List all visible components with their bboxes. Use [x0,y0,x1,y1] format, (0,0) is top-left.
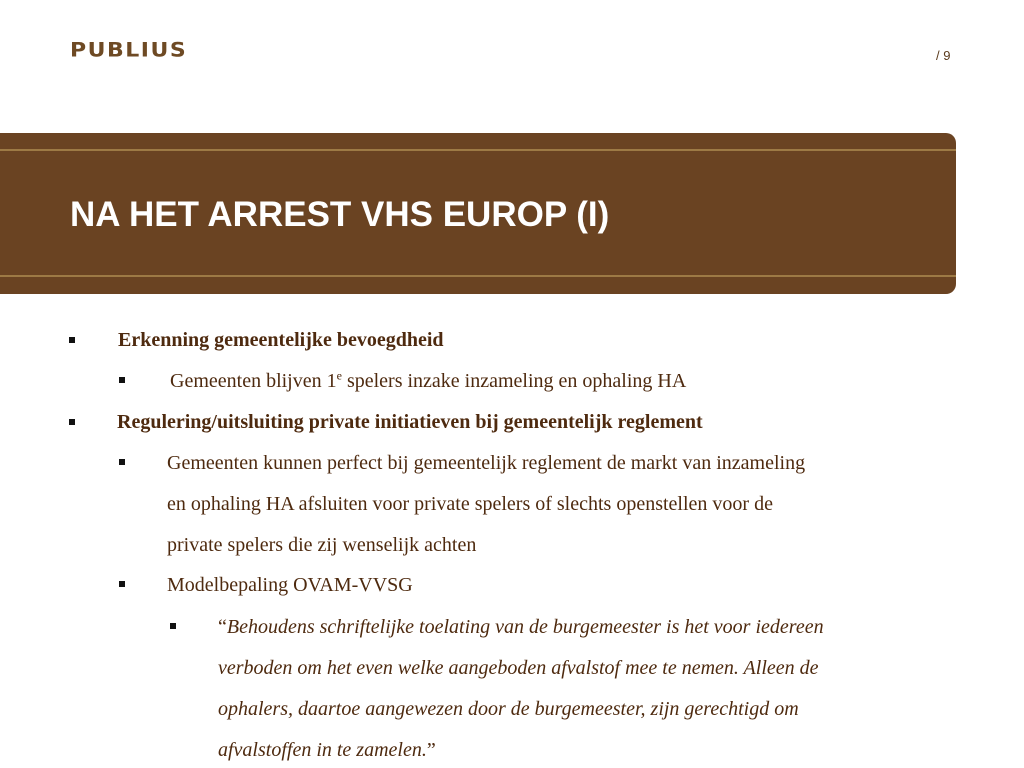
bullet-level3 [170,623,176,629]
bullet-level2 [119,377,125,383]
bullet-level1 [69,419,75,425]
bullet-level1 [69,337,75,343]
slide-title: NA HET ARREST VHS EUROP (I) [70,195,610,234]
item2-heading: Regulering/uitsluiting private initiatieven bij gemeentelijk reglement [117,411,703,433]
item1-sub1 [170,369,686,393]
item1-heading: Erkenning gemeentelijke bevoegdheid [118,329,444,351]
bullet-level2 [119,581,125,587]
item1-sub1-superscript: e [336,368,342,383]
quote-close-mark: ” [426,739,436,761]
bullet-level2 [119,459,125,465]
page-number: / 9 [936,48,951,63]
item2-sub1-line: en ophaling HA afsluiten voor private spelers of slechts openstellen voor de [167,493,773,515]
quote-line: verboden om het even welke aangeboden afvalstof mee te nemen. Alleen de [218,657,819,679]
item2-sub2: Modelbepaling OVAM-VVSG [167,574,413,596]
quote-text: afvalstoffen in te zamelen. [218,739,427,761]
item1-sub1-before: Gemeenten blijven 1 [170,370,337,392]
quote-text: Behoudens schriftelijke toelating van de burgemeester is het voor iedereen [226,616,824,638]
quote-line: ophalers, daartoe aangewezen door de burgemeester, zijn gerechtigd om [218,698,799,720]
item2-sub1-line: private spelers die zij wenselijk achten [167,534,477,556]
quote-line [218,738,436,762]
item2-sub1-line: Gemeenten kunnen perfect bij gemeentelijk reglement de markt van inzameling [167,452,806,474]
publius-logo: PUBLIUS [70,40,188,62]
quote-line [218,615,824,639]
quote-open-mark: “ [218,616,227,638]
item1-sub1-after: spelers inzake inzameling en ophaling HA [341,370,687,392]
